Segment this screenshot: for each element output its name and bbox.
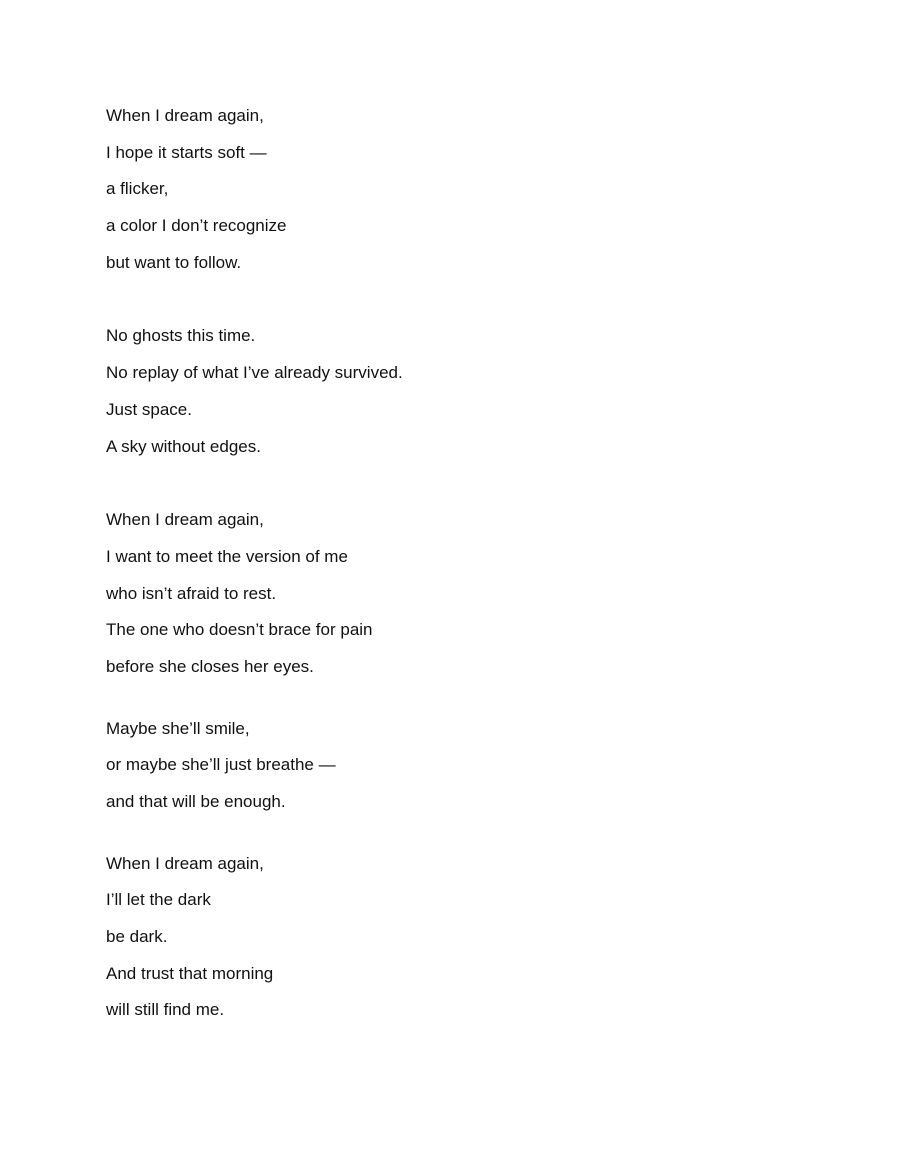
poem-line: No ghosts this time. [106, 326, 256, 346]
stanza-5 [106, 850, 806, 1033]
stanza-1 [106, 102, 806, 285]
poem-body [106, 102, 806, 1033]
stanza-4 [106, 715, 806, 825]
poem-line: but want to follow. [106, 252, 242, 272]
poem-line: When I dream again, [106, 853, 264, 873]
poem-line: A sky without edges. [106, 436, 261, 456]
poem-line: a flicker, [106, 179, 169, 199]
poem-line: or maybe she’ll just breathe — [106, 755, 336, 775]
poem-line: Maybe she’ll smile, [106, 718, 250, 738]
poem-line: I hope it starts soft — [106, 142, 267, 162]
stanza-spacer [106, 825, 806, 850]
poem-line: When I dream again, [106, 510, 264, 530]
stanza-spacer [106, 285, 806, 322]
poem-line: and that will be enough. [106, 792, 286, 811]
poem-line: before she closes her eyes. [106, 656, 314, 676]
poem-line: will still find me. [106, 1000, 225, 1020]
poem-line: be dark. [106, 927, 168, 947]
stanza-spacer [106, 690, 806, 715]
poem-line: Just space. [106, 399, 192, 419]
stanza-spacer [106, 469, 806, 506]
poem-line: And trust that morning [106, 963, 274, 983]
poem-line: No replay of what I’ve already survived. [106, 363, 403, 383]
poem-line: The one who doesn’t brace for pain [106, 620, 373, 640]
stanza-3 [106, 506, 806, 689]
poem-line: who isn’t afraid to rest. [106, 583, 277, 603]
poem-line: When I dream again, [106, 106, 264, 125]
poem-line: I’ll let the dark [106, 890, 211, 910]
stanza-2 [106, 322, 806, 469]
poem-line: a color I don’t recognize [106, 216, 287, 236]
poem-line: I want to meet the version of me [106, 546, 348, 566]
